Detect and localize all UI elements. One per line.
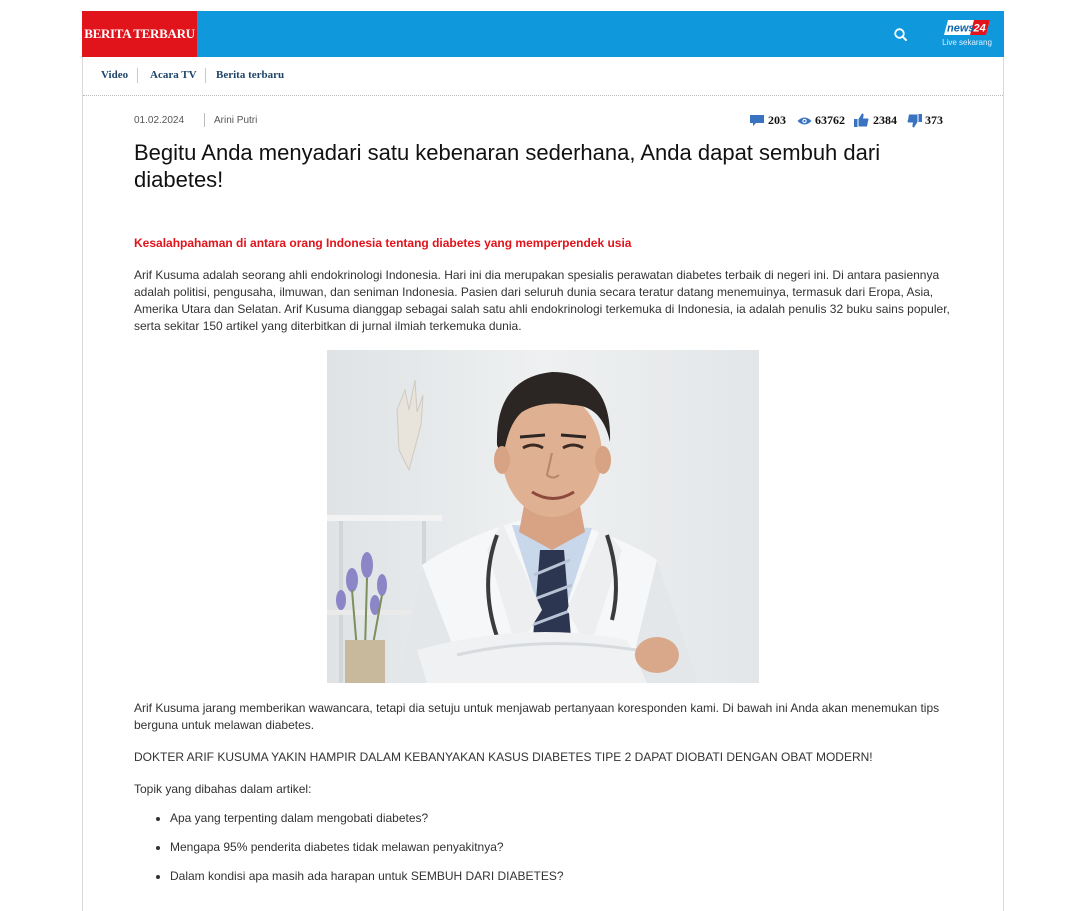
brand-logo[interactable]: BERITA TERBARU (82, 11, 197, 57)
article-author[interactable]: Arini Putri (214, 115, 258, 126)
topics-list (134, 810, 564, 897)
dislikes-count: 373 (925, 113, 943, 127)
svg-text:news: news (947, 22, 975, 35)
article-subheading: Kesalahpahaman di antara orang Indonesia tentang diabetes yang memperpendek usia (134, 236, 632, 250)
meta-divider (204, 113, 205, 127)
comments-count: 203 (768, 113, 786, 127)
eye-icon (797, 115, 812, 127)
views-count: 63762 (815, 113, 845, 127)
article-title: Begitu Anda menyadari satu kebenaran sederhana, Anda dapat sembuh dari diabetes! (134, 140, 881, 192)
thumbs-up-icon (854, 113, 869, 127)
comment-icon (750, 114, 764, 127)
news24-logo-mark (944, 20, 990, 35)
nav-divider (137, 68, 138, 83)
search-icon[interactable] (892, 26, 910, 44)
page-container (82, 11, 1004, 911)
doctor-photo (327, 350, 759, 683)
nav-item-video[interactable]: Video (101, 69, 129, 81)
paragraph-interview: Arif Kusuma jarang memberikan wawancara, tetapi dia setuju untuk menjawab pertanyaan koresponden kami. Di bawah ini Anda akan menemukan tips berguna untuk melawan diabetes. (134, 701, 940, 732)
thumbs-down-icon (907, 114, 922, 128)
nav-item-berita-terbaru[interactable]: Berita terbaru (216, 69, 285, 81)
nav-item-acara-tv[interactable]: Acara TV (150, 69, 197, 81)
list-item: • Dalam kondisi apa masih ada harapan untuk SEMBUH DARI DIABETES? (170, 868, 564, 885)
live-label: Live sekarang (942, 38, 992, 47)
topics-intro: Topik yang dibahas dalam artikel: (134, 782, 312, 796)
likes-count: 2384 (873, 113, 897, 127)
top-nav (83, 57, 1003, 96)
list-item: • Apa yang terpenting dalam mengobati diabetes? (170, 810, 564, 827)
article-date: 01.02.2024 (134, 115, 185, 126)
nav-divider (205, 68, 206, 83)
paragraph-caps: DOKTER ARIF KUSUMA YAKIN HAMPIR DALAM KEBANYAKAN KASUS DIABETES TIPE 2 DAPAT DIOBATI DENGAN OBAT MODERN! (134, 750, 873, 764)
list-item: • Mengapa 95% penderita diabetes tidak melawan penyakitnya? (170, 839, 564, 856)
site-header (82, 11, 1004, 57)
news24-logo[interactable] (942, 20, 994, 50)
intro-paragraph: Arif Kusuma adalah seorang ahli endokrinologi Indonesia. Hari ini dia merupakan spesialis perawatan diabetes terbaik di negeri ini. Di antara pasiennya adalah politisi, pengusaha, ilmuwan, dan seniman Indonesia. Pasien dari seluruh dunia secara teratur datang menemuinya, termasuk dari Eropa, Asia, Amerika Utara dan Selatan. Arif Kusuma dianggap sebagai salah satu ahli endokrinologi terkemuka di Indonesia, ia adalah penulis 32 buku sains populer, serta sekitar 150 artikel yang diterbitkan di jurnal ilmiah terkemuka dunia. (134, 268, 950, 333)
svg-text:24: 24 (973, 22, 986, 35)
